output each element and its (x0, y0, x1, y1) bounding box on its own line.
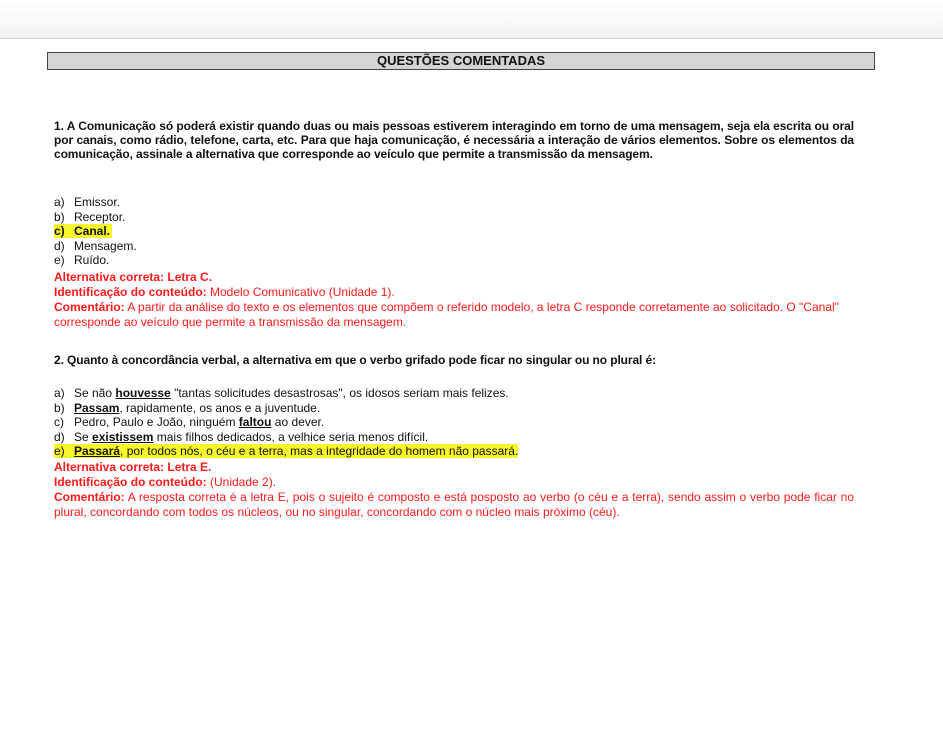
document-page (0, 39, 943, 742)
option-letter: e) (54, 444, 65, 459)
option-c-correct (54, 224, 854, 239)
viewer-toolbar (0, 0, 943, 39)
option-verb: existissem (92, 429, 154, 444)
option-d (54, 239, 854, 254)
option-letter: d) (54, 429, 65, 444)
option-pre: Pedro, Paulo e João, ninguém (74, 415, 239, 430)
content-value: Modelo Comunicativo (Unidade 1). (206, 285, 395, 299)
question-1 (54, 119, 854, 161)
option-a (54, 195, 854, 210)
option-verb: faltou (238, 415, 272, 430)
option-letter: c) (54, 224, 65, 239)
option-pre: Se não (74, 386, 116, 400)
option-post: ao dever. (271, 415, 325, 430)
option-c (54, 415, 854, 430)
comment-label: Comentário: (54, 300, 125, 314)
comment-value: A partir da análise do texto e os elementos que compõem o referido modelo, a letra C responde corretamente ao solicitado. O "Canal" corresponde ao veículo que permite a transmissão da mensagem. (54, 300, 839, 329)
option-e (54, 253, 854, 268)
option-post: "tantas solicitudes desastrosas", os idosos seriam mais felizes. (170, 386, 509, 400)
option-a (54, 386, 854, 401)
option-post: , rapidamente, os anos e a juventude. (119, 400, 321, 415)
option-d (54, 430, 854, 445)
question-1-text: 1. A Comunicação só poderá existir quando duas ou mais pessoas estiverem interagindo em torno de uma mensagem, seja ela escrita ou oral por canais, como rádio, telefone, carta, etc. Para que haja comunicação, é necessária a interação de vários elementos. Sobre os elementos da comunicação, assinale a alternativa que corresponde ao veículo que permite a transmissão da mensagem. (54, 119, 854, 161)
option-b (54, 401, 854, 416)
option-letter: b) (54, 400, 65, 415)
content-value: (Unidade 2). (206, 475, 277, 489)
content-label: Identificação do conteúdo: (54, 475, 207, 489)
option-text: Receptor. (74, 209, 126, 224)
option-e-correct (54, 444, 854, 459)
option-verb: Passará (74, 444, 121, 459)
option-b (54, 210, 854, 225)
option-letter: a) (54, 386, 65, 400)
option-letter: a) (54, 195, 65, 209)
option-letter: b) (54, 209, 65, 224)
option-post: mais filhos dedicados, a velhice seria menos difícil. (153, 429, 429, 444)
option-pre: Se (74, 429, 93, 444)
option-letter: e) (54, 253, 65, 268)
answer-label: Alternativa correta: Letra E. (54, 460, 212, 474)
option-text: Mensagem. (74, 238, 137, 253)
option-letter: c) (54, 415, 64, 430)
question-2-options (54, 386, 854, 459)
question-2 (54, 353, 854, 367)
option-letter: d) (54, 238, 65, 253)
content-label: Identificação do conteúdo: (54, 285, 207, 299)
option-text: Emissor. (74, 195, 121, 209)
option-verb: Passam (74, 400, 120, 415)
option-text: Ruído. (74, 253, 110, 268)
option-verb: houvesse (115, 386, 171, 400)
question-1-answer-block (54, 270, 854, 330)
option-text: Canal. (74, 224, 111, 239)
answer-label: Alternativa correta: Letra C. (54, 270, 213, 284)
question-1-options (54, 195, 854, 268)
question-2-answer-block (54, 460, 854, 520)
comment-value: A resposta correta é a letra E, pois o sujeito é composto e está posposto ao verbo (o céu e a terra), sendo assim o verbo pode ficar no plural, concordando com todos os núcleos, ou no singular, concordando com o núcleo mais próximo (céu). (54, 490, 854, 519)
comment-label: Comentário: (54, 490, 125, 504)
option-post: , por todos nós, o céu e a terra, mas a integridade do homem não passará. (120, 444, 519, 459)
question-2-text: 2. Quanto à concordância verbal, a alternativa em que o verbo grifado pode ficar no singular ou no plural é: (54, 353, 656, 367)
section-title: QUESTÕES COMENTADAS (47, 52, 875, 70)
